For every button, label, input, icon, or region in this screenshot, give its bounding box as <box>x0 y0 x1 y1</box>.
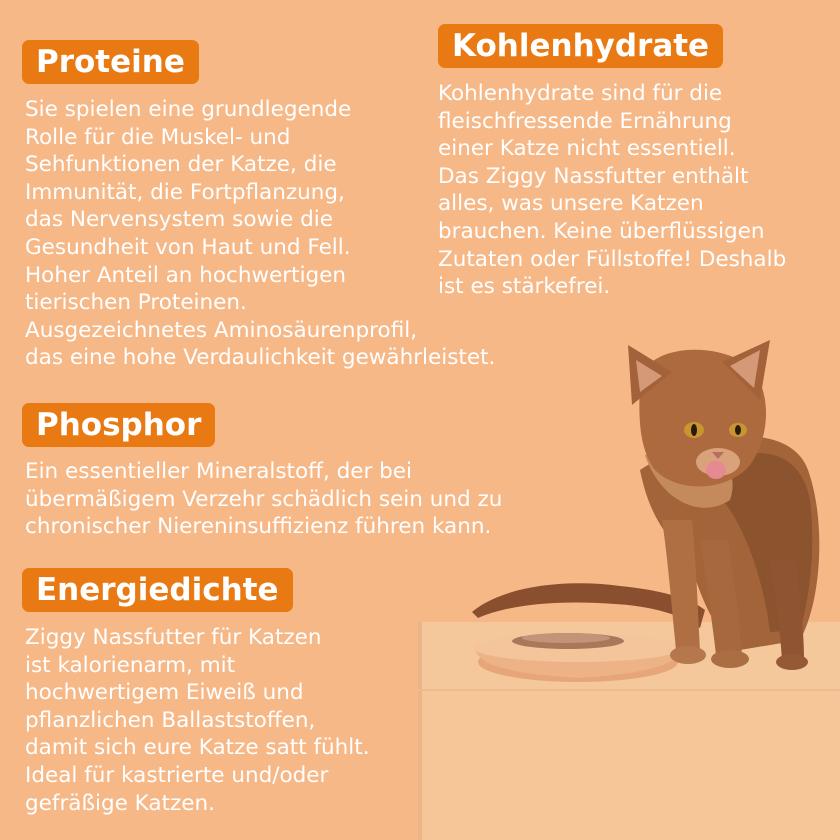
text-line: fleischfressende Ernährung <box>438 108 732 134</box>
kohlenhydrate-text <box>438 80 786 301</box>
cat <box>472 340 819 670</box>
text-line: Ausgezeichnetes Aminosäurenprofil, <box>25 317 418 343</box>
text-line: das eine hohe Verdaulichkeit gewährleistet. <box>25 345 496 371</box>
text-line: Ziggy Nassfutter für Katzen <box>25 625 322 650</box>
proteine-text <box>25 96 495 372</box>
food-bowl <box>474 633 682 682</box>
text-line: Kohlenhydrate sind für die <box>438 81 723 106</box>
energiedichte-heading: Energiedichte <box>22 568 293 612</box>
proteine-heading: Proteine <box>22 40 199 84</box>
text-line: Sie spielen eine grundlegende <box>25 97 352 122</box>
text-line: das Nervensystem sowie die <box>25 207 333 233</box>
text-line: übermäßigem Verzehr schädlich sein und zu <box>25 486 503 512</box>
kohlenhydrate-heading: Kohlenhydrate <box>438 24 723 68</box>
text-line: Gesundheit von Haut und Fell. <box>25 234 351 260</box>
text-line: pflanzlichen Ballaststoffen, <box>25 707 316 733</box>
text-line: Rolle für die Muskel- und <box>25 124 291 150</box>
text-line: hochwertigem Eiweiß und <box>25 680 304 706</box>
text-line: ist kalorienarm, mit <box>25 652 236 678</box>
text-line: Sehfunktionen der Katze, die <box>25 152 337 178</box>
phosphor-heading: Phosphor <box>22 403 215 447</box>
energiedichte-text <box>25 624 370 817</box>
text-line: Hoher Anteil an hochwertigen <box>25 262 347 288</box>
text-line: gefräßige Katzen. <box>25 790 215 816</box>
text-line: Zutaten oder Füllstoffe! Deshalb <box>438 246 787 272</box>
text-line: brauchen. Keine überflüssigen <box>438 218 765 244</box>
text-line: Ideal für kastrierte und/oder <box>25 762 329 788</box>
text-line: einer Katze nicht essentiell. <box>438 136 736 162</box>
text-line: damit sich eure Katze satt fühlt. <box>25 735 370 761</box>
text-line: Das Ziggy Nassfutter enthält <box>438 163 749 189</box>
text-line: alles, was unsere Katzen <box>438 191 704 217</box>
text-line: tierischen Proteinen. <box>25 290 247 316</box>
text-line: Immunität, die Fortpflanzung, <box>25 179 345 205</box>
text-line: chronischer Niereninsuffizienz führen kann. <box>25 514 492 540</box>
text-line: ist es stärkefrei. <box>438 274 611 300</box>
text-line: Ein essentieller Mineralstoff, der bei <box>25 459 413 484</box>
phosphor-text <box>25 458 502 541</box>
